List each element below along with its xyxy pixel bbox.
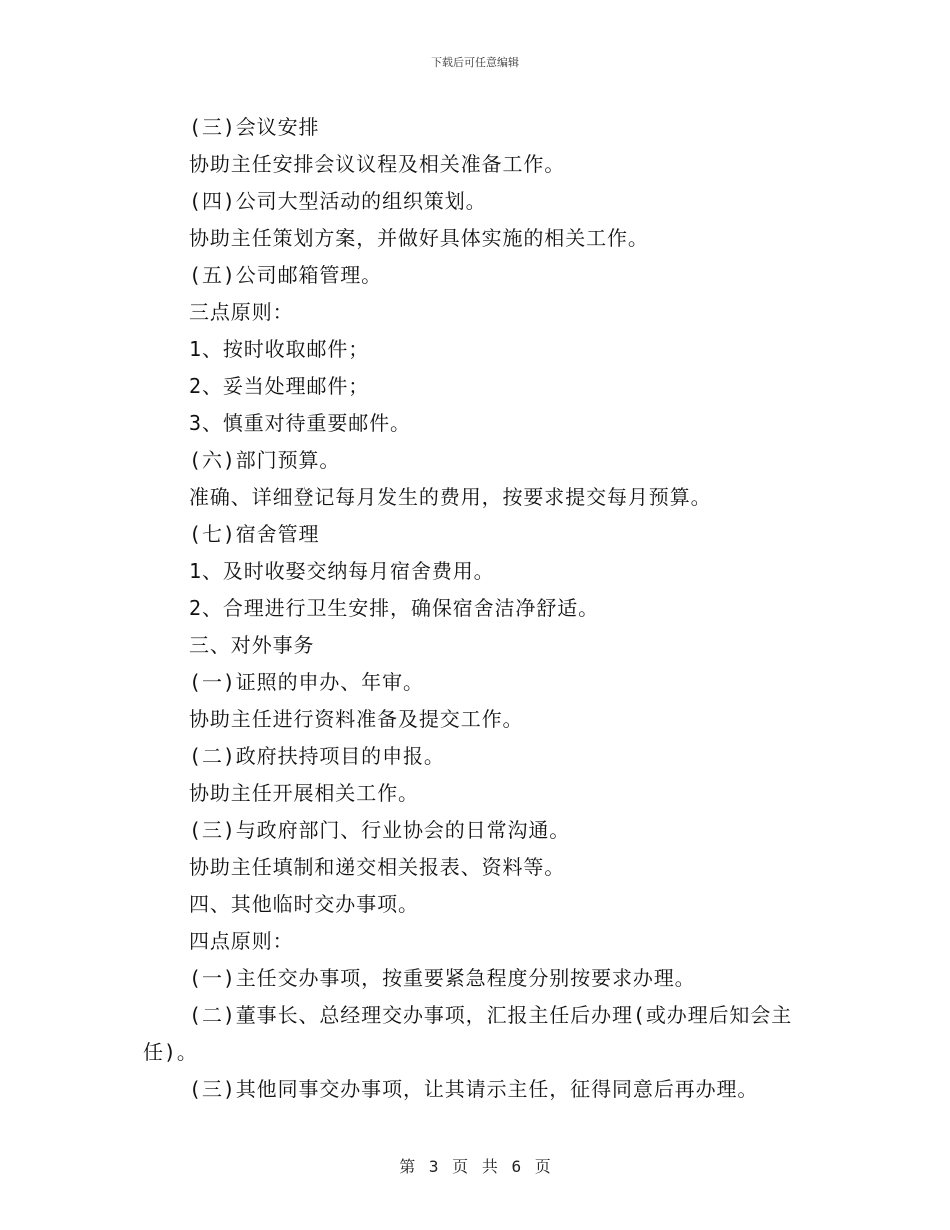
paragraph: 2、妥当处理邮件； [189,374,370,398]
paragraph: (六)部门预算。 [189,448,341,472]
paragraph: 三点原则： [189,300,294,324]
paragraph: (三)会议安排 [189,115,320,139]
paragraph: (三)与政府部门、行业协会的日常沟通。 [189,818,571,842]
paragraph: 3、慎重对待重要邮件。 [189,411,411,435]
paragraph: (四)公司大型活动的组织策划。 [189,189,487,213]
paragraph: (二)董事长、总经理交办事项，汇报主任后办理(或办理后知会主任)。 [143,1003,793,1064]
paragraph: 协助主任进行资料准备及提交工作。 [189,707,524,731]
paragraph: 四、其他临时交办事项。 [189,892,419,916]
paragraph: 1、按时收取邮件； [189,337,370,361]
paragraph: 协助主任填制和递交相关报表、资料等。 [189,855,566,879]
paragraph: (一)主任交办事项，按重要紧急程度分别按要求办理。 [189,966,696,990]
page-header: 下载后可任意编辑 [431,56,519,69]
document-body [143,109,808,1108]
paragraph: 协助主任开展相关工作。 [189,781,419,805]
paragraph: 协助主任安排会议议程及相关准备工作。 [189,152,566,176]
paragraph: (三)其他同事交办事项，让其请示主任，征得同意后再办理。 [189,1077,759,1101]
paragraph: 协助主任策划方案，并做好具体实施的相关工作。 [189,226,649,250]
paragraph: (二)政府扶持项目的申报。 [189,744,445,768]
paragraph: (一)证照的申办、年审。 [189,670,424,694]
paragraph: 四点原则： [189,929,294,953]
paragraph: 三、对外事务 [189,633,315,657]
paragraph: 1、及时收娶交纳每月宿舍费用。 [189,559,495,583]
page-footer: 第 3 页 共 6 页 [399,1157,551,1176]
paragraph: 2、合理进行卫生安排，确保宿舍洁净舒适。 [189,596,600,620]
paragraph: 准确、详细登记每月发生的费用，按要求提交每月预算。 [189,485,712,509]
paragraph: (七)宿舍管理 [189,522,320,546]
paragraph: (五)公司邮箱管理。 [189,263,383,287]
